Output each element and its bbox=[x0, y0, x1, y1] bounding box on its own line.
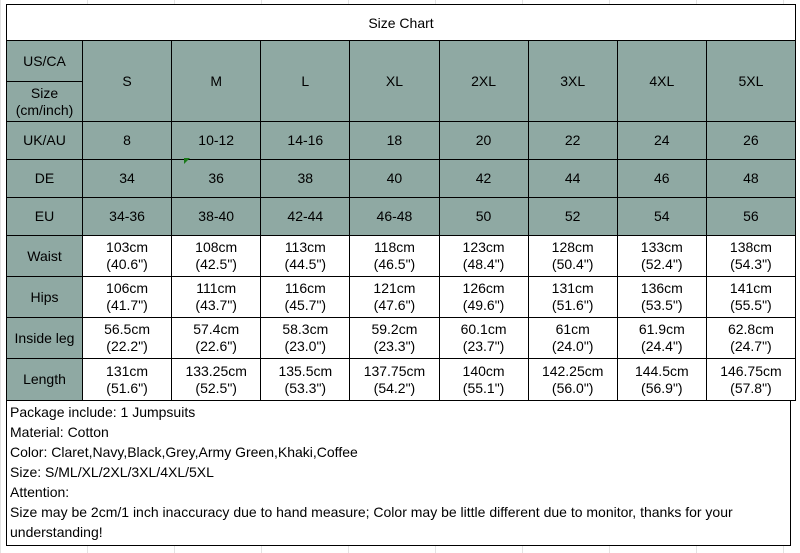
cell bbox=[350, 318, 439, 359]
size-label-text: Size bbox=[30, 84, 59, 101]
attention-note: Attention: bbox=[10, 484, 70, 500]
inch-value: (56.9") bbox=[641, 379, 683, 396]
size-header-l: L bbox=[261, 41, 350, 122]
inch-value: (52.4") bbox=[641, 256, 683, 272]
cm-value: 56.5cm bbox=[104, 321, 151, 337]
inch-value: (48.4") bbox=[462, 256, 505, 272]
cm-value: 59.2cm bbox=[371, 321, 418, 337]
cell bbox=[350, 236, 439, 277]
cell bbox=[261, 277, 350, 318]
cell bbox=[617, 277, 706, 318]
cell bbox=[172, 359, 261, 401]
product-notes bbox=[6, 401, 791, 546]
cell bbox=[439, 359, 528, 401]
inch-value: (54.2") bbox=[373, 379, 416, 396]
cm-value: 60.1cm bbox=[460, 321, 507, 337]
row-label: UK/AU bbox=[7, 122, 83, 160]
cm-value: 136cm bbox=[640, 280, 683, 296]
cm-value: 131cm bbox=[551, 280, 594, 296]
inch-value: (54.3") bbox=[730, 256, 772, 272]
cell: 10-12 bbox=[172, 122, 261, 160]
cell bbox=[617, 359, 706, 401]
cm-value: 113cm bbox=[284, 239, 326, 255]
inch-value: (24.4") bbox=[641, 338, 683, 354]
size-chart-table bbox=[6, 40, 796, 401]
size-chart-title: Size Chart bbox=[6, 4, 796, 41]
inch-value: (51.6") bbox=[106, 379, 148, 396]
cm-value: 140cm bbox=[462, 362, 505, 379]
cell-comment-marker bbox=[184, 158, 190, 164]
cell: 42 bbox=[439, 160, 528, 198]
cell bbox=[261, 236, 350, 277]
size-header-2xl: 2XL bbox=[439, 41, 528, 122]
cm-value: 138cm bbox=[729, 239, 772, 255]
de-row bbox=[7, 160, 796, 198]
cm-value: 141cm bbox=[729, 280, 772, 296]
size-unit-text: (cm/inch) bbox=[15, 101, 74, 118]
inch-value: (40.6") bbox=[106, 256, 148, 272]
cell bbox=[83, 359, 172, 401]
cell bbox=[172, 318, 261, 359]
cell bbox=[261, 318, 350, 359]
cm-value: 126cm bbox=[462, 280, 505, 296]
cell: 52 bbox=[528, 198, 617, 236]
inch-value: (56.0") bbox=[551, 379, 594, 396]
waist-row bbox=[7, 236, 796, 277]
cell bbox=[706, 318, 795, 359]
inch-value: (45.7") bbox=[284, 297, 327, 313]
row-label: Length bbox=[7, 359, 83, 401]
cm-value: 133.25cm bbox=[185, 362, 247, 379]
cm-value: 116cm bbox=[284, 280, 326, 296]
inch-value: (44.5") bbox=[284, 256, 327, 272]
inch-value: (41.7") bbox=[106, 297, 148, 313]
cell bbox=[172, 277, 261, 318]
inch-value: (57.8") bbox=[730, 379, 772, 396]
cm-value: 58.3cm bbox=[282, 321, 329, 337]
cell bbox=[350, 359, 439, 401]
cell: 24 bbox=[617, 122, 706, 160]
inch-value: (23.7") bbox=[462, 338, 505, 354]
row-label: EU bbox=[7, 198, 83, 236]
cm-value: 61cm bbox=[555, 321, 590, 337]
inch-value: (47.6") bbox=[373, 297, 416, 313]
inch-value: (46.5") bbox=[373, 256, 416, 272]
cell bbox=[528, 359, 617, 401]
cm-value: 131cm bbox=[106, 362, 149, 379]
cm-value: 137.75cm bbox=[363, 362, 426, 379]
cell bbox=[617, 318, 706, 359]
cell: 34 bbox=[83, 160, 172, 198]
us-ca-row bbox=[7, 41, 796, 82]
cm-value: 123cm bbox=[462, 239, 505, 255]
cell bbox=[261, 359, 350, 401]
hips-row bbox=[7, 277, 796, 318]
cm-value: 103cm bbox=[106, 239, 149, 255]
cell bbox=[439, 318, 528, 359]
cell: 42-44 bbox=[261, 198, 350, 236]
inch-value: (51.6") bbox=[551, 297, 594, 313]
cell: 56 bbox=[706, 198, 795, 236]
cell bbox=[83, 236, 172, 277]
row-label: Hips bbox=[7, 277, 83, 318]
cell: 46-48 bbox=[350, 198, 439, 236]
cm-value: 118cm bbox=[373, 239, 415, 255]
cell bbox=[528, 236, 617, 277]
cell bbox=[439, 277, 528, 318]
inch-value: (55.1") bbox=[462, 379, 505, 396]
cm-value: 133cm bbox=[640, 239, 683, 255]
inch-value: (42.5") bbox=[195, 256, 237, 272]
cell: 48 bbox=[706, 160, 795, 198]
length-row bbox=[7, 359, 796, 401]
inch-value: (52.5") bbox=[195, 379, 237, 396]
cm-value: 128cm bbox=[551, 239, 594, 255]
cell: 40 bbox=[350, 160, 439, 198]
cm-value: 106cm bbox=[106, 280, 149, 296]
inch-value: (24.0") bbox=[551, 338, 594, 354]
cell: 26 bbox=[706, 122, 795, 160]
disclaimer-note: Size may be 2cm/1 inch inaccuracy due to hand measure; Color may be little different due to monitor, thanks for your understanding! bbox=[10, 504, 733, 540]
cm-value: 108cm bbox=[195, 239, 238, 255]
cell bbox=[172, 236, 261, 277]
row-label: DE bbox=[7, 160, 83, 198]
cell bbox=[83, 277, 172, 318]
cell: 8 bbox=[83, 122, 172, 160]
size-header-4xl: 4XL bbox=[617, 41, 706, 122]
color-note: Color: Claret,Navy,Black,Grey,Army Green,Khaki,Coffee bbox=[10, 444, 358, 460]
cm-value: 57.4cm bbox=[193, 321, 240, 337]
material-note: Material: Cotton bbox=[10, 424, 109, 440]
cell: 22 bbox=[528, 122, 617, 160]
inch-value: (22.6") bbox=[195, 338, 237, 354]
inch-value: (49.6") bbox=[462, 297, 505, 313]
cm-value: 121cm bbox=[373, 280, 416, 296]
size-header-5xl: 5XL bbox=[706, 41, 795, 122]
cell: 44 bbox=[528, 160, 617, 198]
cm-value: 144.5cm bbox=[634, 362, 689, 379]
size-note: Size: S/ML/XL/2XL/3XL/4XL/5XL bbox=[10, 464, 214, 480]
inch-value: (53.5") bbox=[641, 297, 683, 313]
inside-leg-row bbox=[7, 318, 796, 359]
cell: 54 bbox=[617, 198, 706, 236]
inch-value: (23.0") bbox=[284, 338, 327, 354]
inch-value: (53.3") bbox=[284, 379, 327, 396]
inch-value: (23.3") bbox=[373, 338, 416, 354]
cell: 38-40 bbox=[172, 198, 261, 236]
cell: 34-36 bbox=[83, 198, 172, 236]
row-label: Waist bbox=[7, 236, 83, 277]
size-unit-label bbox=[7, 82, 83, 122]
cm-value: 111cm bbox=[196, 280, 237, 296]
cell bbox=[617, 236, 706, 277]
cell bbox=[706, 236, 795, 277]
cell: 36 bbox=[172, 160, 261, 198]
cell bbox=[83, 318, 172, 359]
size-header-s: S bbox=[83, 41, 172, 122]
cell: 20 bbox=[439, 122, 528, 160]
size-header-m: M bbox=[172, 41, 261, 122]
size-header-xl: XL bbox=[350, 41, 439, 122]
cell bbox=[706, 277, 795, 318]
uk-au-row bbox=[7, 122, 796, 160]
inch-value: (43.7") bbox=[195, 297, 237, 313]
cell bbox=[706, 359, 795, 401]
cell: 14-16 bbox=[261, 122, 350, 160]
cell: 50 bbox=[439, 198, 528, 236]
package-note: Package include: 1 Jumpsuits bbox=[10, 404, 196, 420]
inch-value: (50.4") bbox=[551, 256, 594, 272]
cm-value: 135.5cm bbox=[278, 362, 333, 379]
cm-value: 62.8cm bbox=[727, 321, 774, 337]
cell: 46 bbox=[617, 160, 706, 198]
inch-value: (22.2") bbox=[106, 338, 148, 354]
us-ca-label: US/CA bbox=[7, 41, 83, 82]
row-label: Inside leg bbox=[7, 318, 83, 359]
cell: 38 bbox=[261, 160, 350, 198]
inch-value: (24.7") bbox=[730, 338, 772, 354]
cell: 18 bbox=[350, 122, 439, 160]
eu-row bbox=[7, 198, 796, 236]
cell bbox=[528, 277, 617, 318]
cm-value: 142.25cm bbox=[541, 362, 604, 379]
cell bbox=[350, 277, 439, 318]
cm-value: 61.9cm bbox=[638, 321, 685, 337]
cell bbox=[528, 318, 617, 359]
cell bbox=[439, 236, 528, 277]
size-header-3xl: 3XL bbox=[528, 41, 617, 122]
cm-value: 146.75cm bbox=[720, 362, 782, 379]
inch-value: (55.5") bbox=[730, 297, 772, 313]
